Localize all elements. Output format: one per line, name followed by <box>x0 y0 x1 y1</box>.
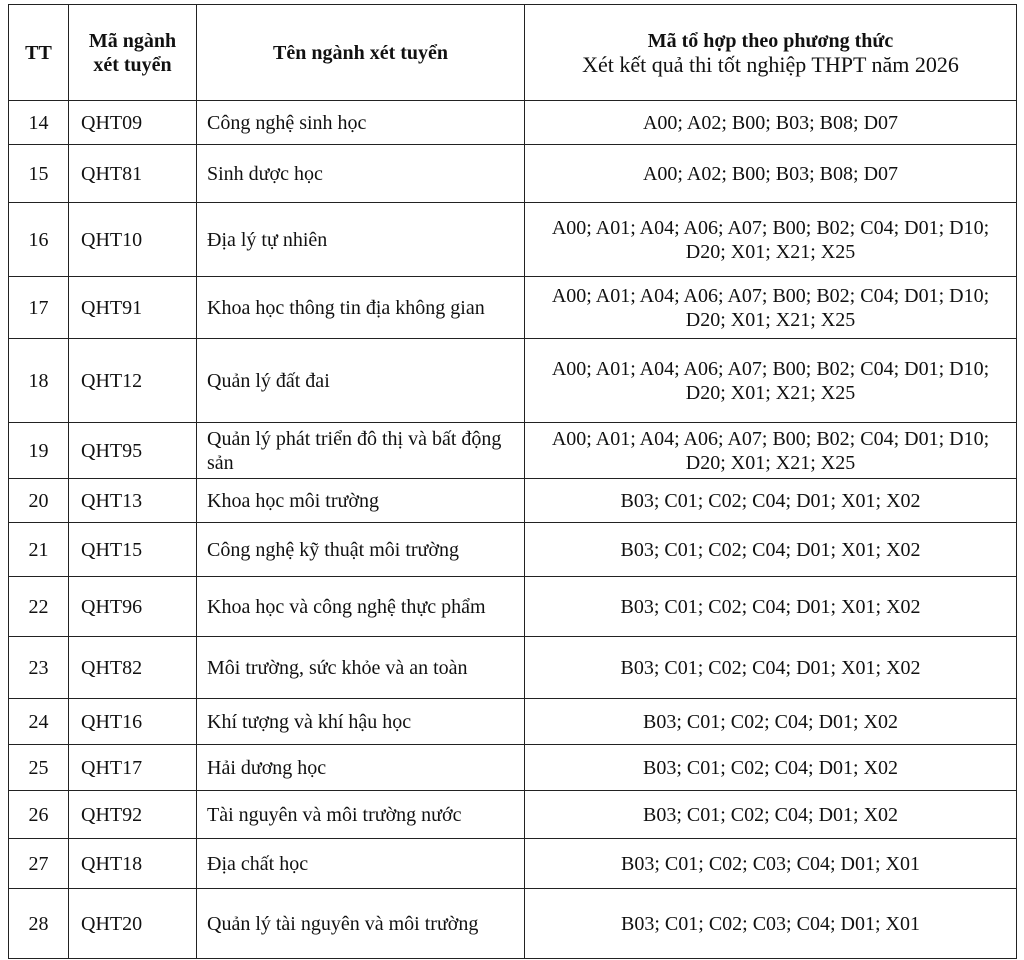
header-combo-line1: Mã tổ hợp theo phương thức <box>647 29 894 52</box>
row-code: QHT18 <box>69 839 197 889</box>
row-code: QHT15 <box>69 523 197 577</box>
row-name: Quản lý tài nguyên và môi trường <box>197 889 525 959</box>
header-combo-line2: Xét kết quả thi tốt nghiệp THPT năm 2026 <box>582 51 959 77</box>
table-row <box>9 637 1017 699</box>
row-tt: 27 <box>9 839 69 889</box>
table-row <box>9 791 1017 839</box>
row-combo: A00; A02; B00; B03; B08; D07 <box>525 101 1017 145</box>
header-code <box>69 5 197 101</box>
row-combo: B03; C01; C02; C03; C04; D01; X01 <box>525 889 1017 959</box>
row-combo: A00; A01; A04; A06; A07; B00; B02; C04; D01; D10; D20; X01; X21; X25 <box>525 203 1017 277</box>
row-combo: B03; C01; C02; C04; D01; X02 <box>525 791 1017 839</box>
row-code: QHT20 <box>69 889 197 959</box>
header-code-line2: xét tuyển <box>93 53 172 76</box>
row-code: QHT96 <box>69 577 197 637</box>
row-name: Quản lý phát triển đô thị và bất động sản <box>197 423 525 479</box>
row-combo: A00; A01; A04; A06; A07; B00; B02; C04; D01; D10; D20; X01; X21; X25 <box>525 277 1017 339</box>
table-row <box>9 101 1017 145</box>
row-code: QHT91 <box>69 277 197 339</box>
row-code: QHT17 <box>69 745 197 791</box>
row-tt: 25 <box>9 745 69 791</box>
row-name: Công nghệ kỹ thuật môi trường <box>197 523 525 577</box>
table-row <box>9 203 1017 277</box>
table-row <box>9 745 1017 791</box>
table-row <box>9 839 1017 889</box>
row-tt: 16 <box>9 203 69 277</box>
row-combo: B03; C01; C02; C04; D01; X02 <box>525 745 1017 791</box>
row-name: Môi trường, sức khỏe và an toàn <box>197 637 525 699</box>
header-combo <box>525 5 1017 101</box>
row-combo: B03; C01; C02; C04; D01; X01; X02 <box>525 577 1017 637</box>
header-code-line1: Mã ngành <box>88 29 177 52</box>
row-tt: 21 <box>9 523 69 577</box>
table-row <box>9 277 1017 339</box>
row-name: Khí tượng và khí hậu học <box>197 699 525 745</box>
row-tt: 18 <box>9 339 69 423</box>
row-code: QHT95 <box>69 423 197 479</box>
row-combo: B03; C01; C02; C04; D01; X02 <box>525 699 1017 745</box>
row-tt: 15 <box>9 145 69 203</box>
row-combo: B03; C01; C02; C04; D01; X01; X02 <box>525 637 1017 699</box>
row-code: QHT09 <box>69 101 197 145</box>
row-combo: B03; C01; C02; C04; D01; X01; X02 <box>525 479 1017 523</box>
row-tt: 14 <box>9 101 69 145</box>
row-name: Hải dương học <box>197 745 525 791</box>
table-row <box>9 423 1017 479</box>
admission-table <box>8 4 1017 959</box>
row-tt: 17 <box>9 277 69 339</box>
table-row <box>9 699 1017 745</box>
row-name: Quản lý đất đai <box>197 339 525 423</box>
row-code: QHT81 <box>69 145 197 203</box>
row-name: Tài nguyên và môi trường nước <box>197 791 525 839</box>
row-tt: 28 <box>9 889 69 959</box>
row-name: Địa lý tự nhiên <box>197 203 525 277</box>
header-row <box>9 5 1017 101</box>
row-name: Công nghệ sinh học <box>197 101 525 145</box>
row-tt: 26 <box>9 791 69 839</box>
table-row <box>9 145 1017 203</box>
row-tt: 24 <box>9 699 69 745</box>
table-row <box>9 479 1017 523</box>
row-combo: B03; C01; C02; C04; D01; X01; X02 <box>525 523 1017 577</box>
row-code: QHT12 <box>69 339 197 423</box>
row-name: Khoa học môi trường <box>197 479 525 523</box>
header-name: Tên ngành xét tuyển <box>197 5 525 101</box>
row-tt: 22 <box>9 577 69 637</box>
row-code: QHT82 <box>69 637 197 699</box>
row-name: Khoa học và công nghệ thực phẩm <box>197 577 525 637</box>
row-name: Địa chất học <box>197 839 525 889</box>
row-combo: B03; C01; C02; C03; C04; D01; X01 <box>525 839 1017 889</box>
row-tt: 20 <box>9 479 69 523</box>
row-combo: A00; A01; A04; A06; A07; B00; B02; C04; D01; D10; D20; X01; X21; X25 <box>525 423 1017 479</box>
row-combo: A00; A01; A04; A06; A07; B00; B02; C04; D01; D10; D20; X01; X21; X25 <box>525 339 1017 423</box>
table-row <box>9 339 1017 423</box>
header-tt: TT <box>9 5 69 101</box>
table-row <box>9 523 1017 577</box>
table-row <box>9 577 1017 637</box>
row-code: QHT10 <box>69 203 197 277</box>
table-row <box>9 889 1017 959</box>
row-tt: 19 <box>9 423 69 479</box>
row-code: QHT16 <box>69 699 197 745</box>
row-tt: 23 <box>9 637 69 699</box>
row-code: QHT13 <box>69 479 197 523</box>
row-combo: A00; A02; B00; B03; B08; D07 <box>525 145 1017 203</box>
row-name: Sinh dược học <box>197 145 525 203</box>
row-name: Khoa học thông tin địa không gian <box>197 277 525 339</box>
row-code: QHT92 <box>69 791 197 839</box>
